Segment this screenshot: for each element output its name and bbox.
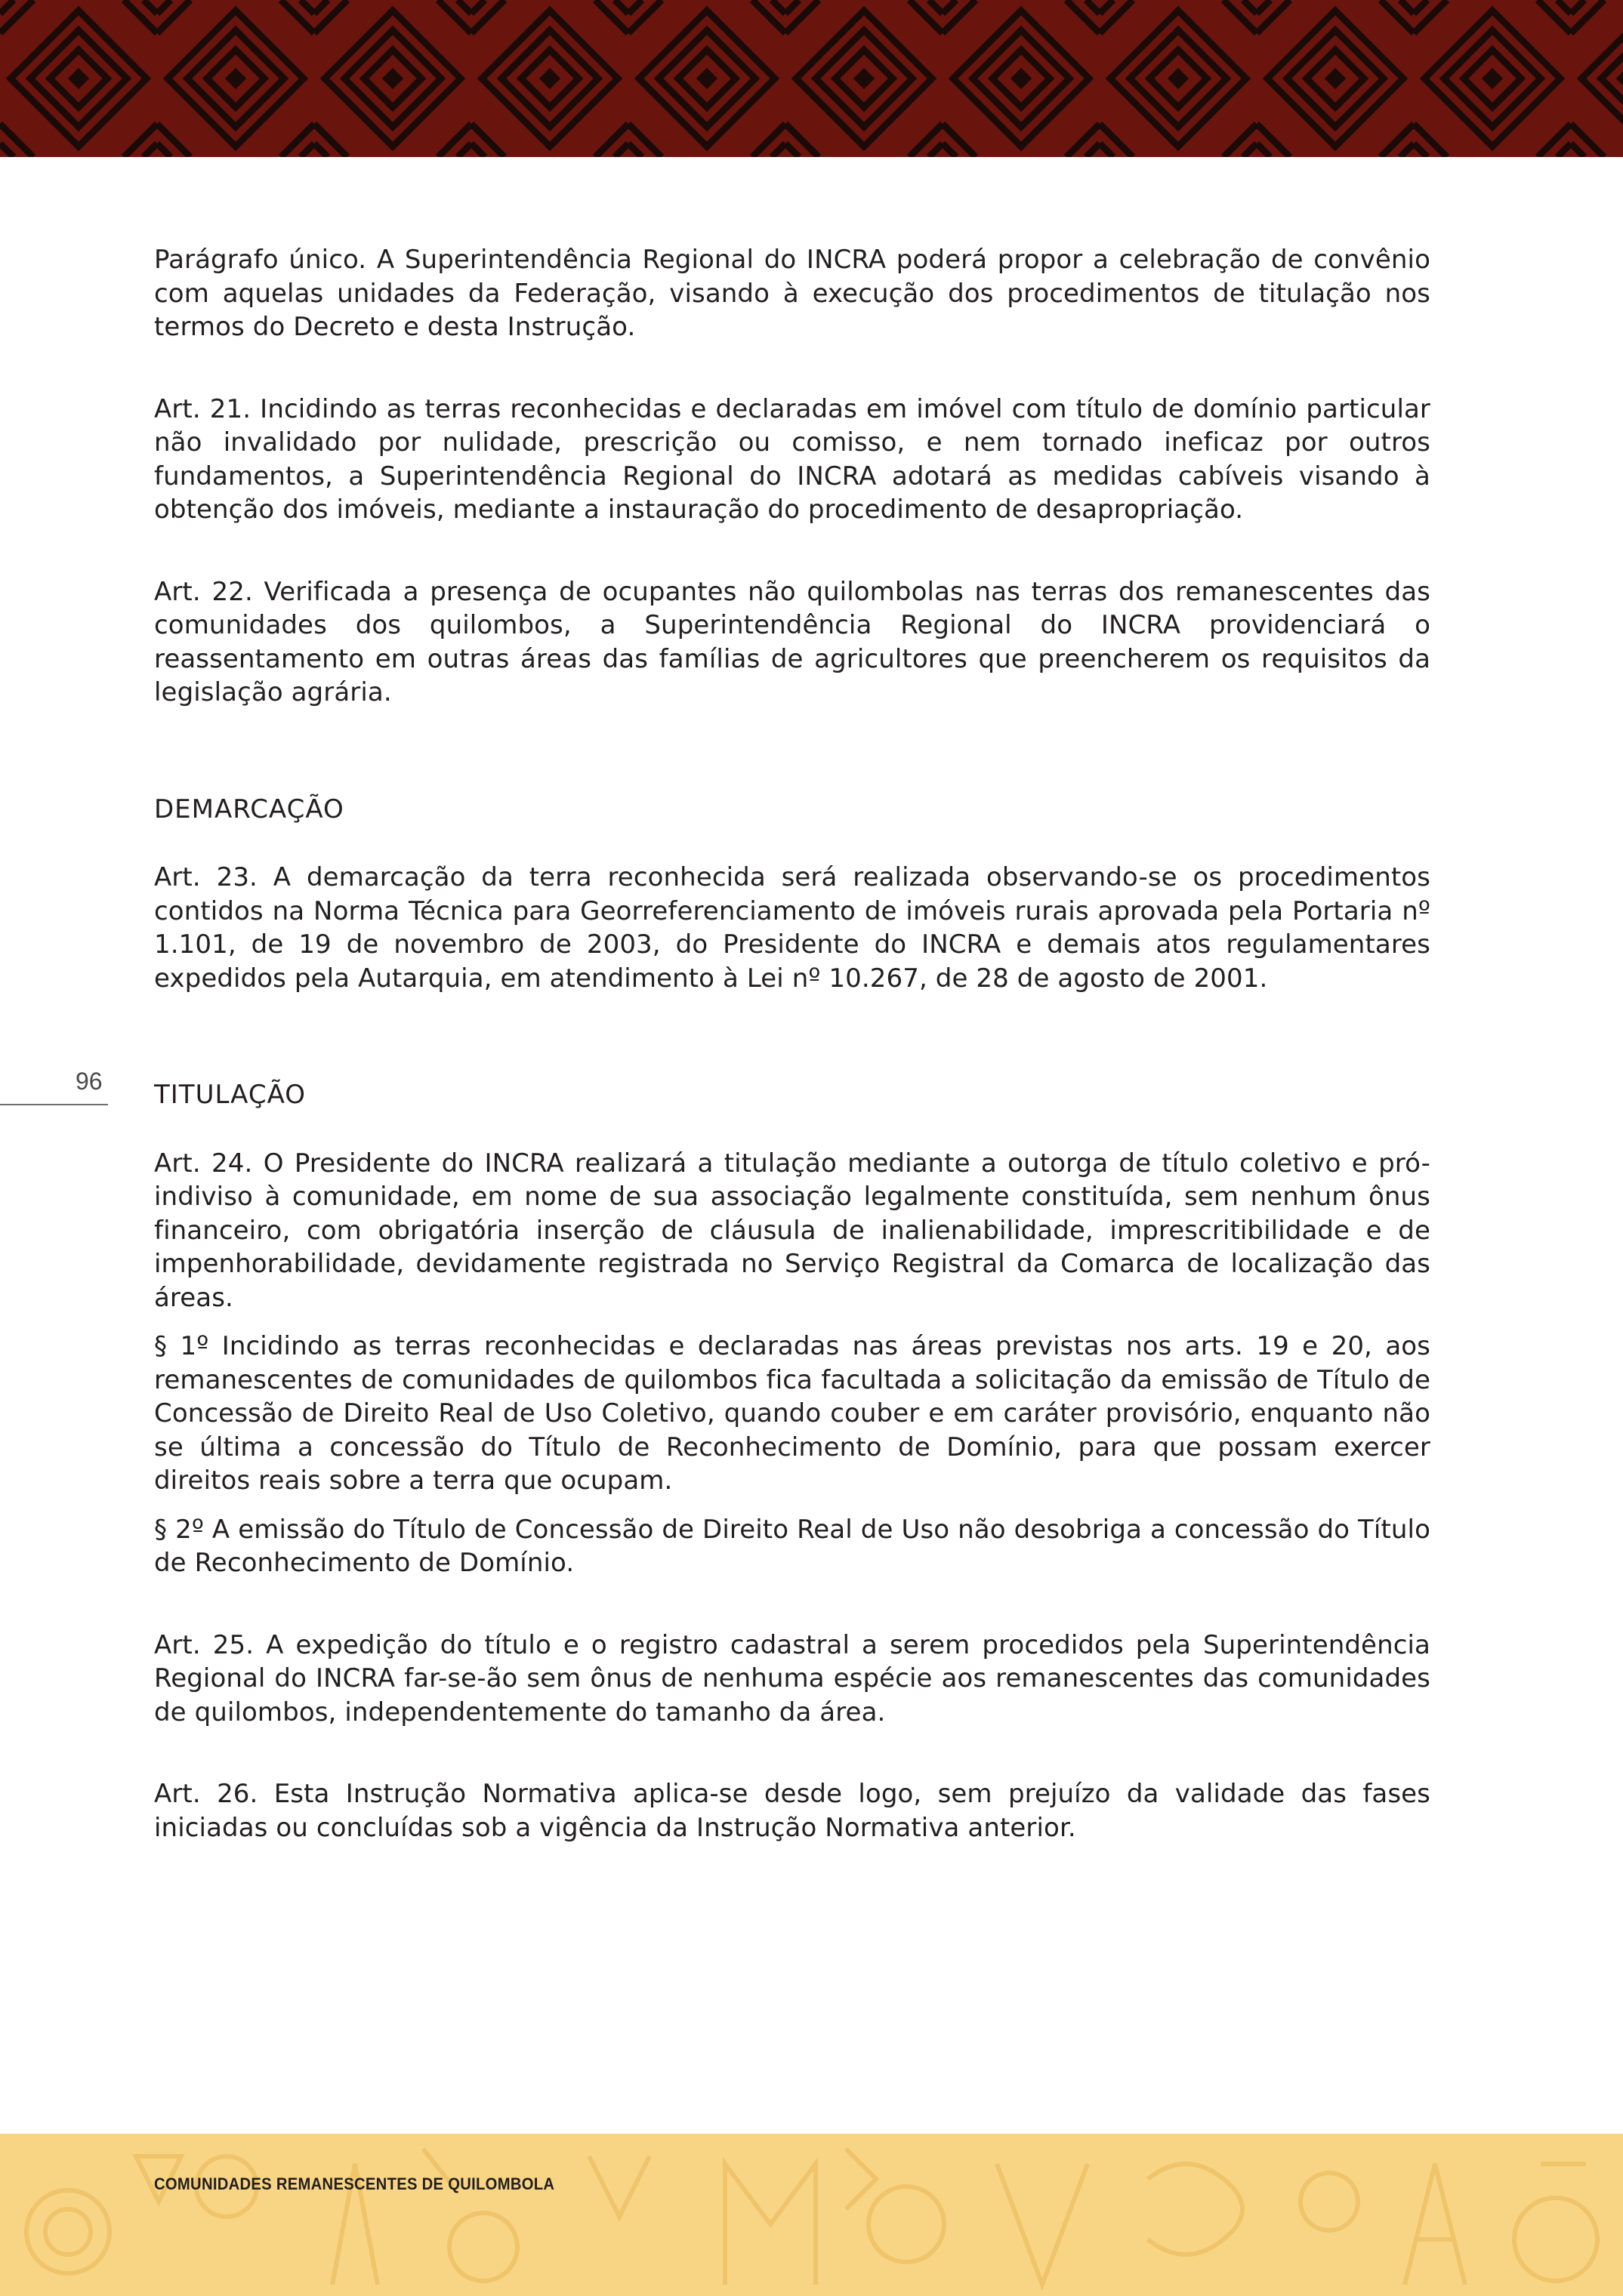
document-body (154, 243, 1430, 1845)
article-24: Art. 24. O Presidente do INCRA realizará a titulação mediante a outorga de título coletivo e pró-indiviso à comunidade, em nome de sua associação legalmente constituída, sem nenhum ônus financeiro, com obrigatória inserção de cláusula de inalienabilidade, imprescritibilidade e de impenhorabilidade, devidamente registrada no Serviço Registral da Comarca de localização das áreas. (154, 1148, 1430, 1313)
article-21: Art. 21. Incidindo as terras reconhecidas e declaradas em imóvel com título de domínio particular não invalidado por nulidade, prescrição ou comisso, e nem tornado ineficaz por outros fundamentos, a Superintendência Regional do INCRA adotará as medidas cabíveis visando à obtenção dos imóveis, mediante a instauração do procedimento de desapropriação. (154, 393, 1430, 525)
article-22: Art. 22. Verificada a presença de ocupantes não quilombolas nas terras dos remanescentes das comunidades dos quilombos, a Superintendência Regional do INCRA providenciará o reassentamento em outras áreas das famílias de agricultores que preencherem os requisitos da legislação agrária. (154, 576, 1430, 707)
footer-pattern (0, 2134, 1623, 2296)
page-number-rule (0, 1104, 108, 1105)
article-24-paragraph-1: § 1º Incidindo as terras reconhecidas e declaradas nas áreas previstas nos arts. 19 e 20, aos remanescentes de comunidades de quilombos fica facultada a solicitação da emissão de Título de Concessão de Direito Real de Uso Coletivo, quando couber e em caráter provisório, enquanto não se última a concessão do Título de Reconhecimento de Domínio, para que possam exercer direitos reais sobre a terra que ocupam. (154, 1331, 1430, 1496)
heading-demarcacao: DEMARCAÇÃO (154, 794, 344, 824)
heading-titulacao: TITULAÇÃO (154, 1080, 306, 1110)
footer-decorative-band (0, 2134, 1623, 2296)
footer-publication-title: COMUNIDADES REMANESCENTES DE QUILOMBOLA (154, 2174, 555, 2193)
banner-pattern (0, 0, 1623, 157)
top-decorative-banner (0, 0, 1623, 157)
paragrafo-unico: Parágrafo único. A Superintendência Regional do INCRA poderá propor a celebração de convênio com aquelas unidades da Federação, visando à execução dos procedimentos de titulação nos termos do Decreto e desta Instrução. (154, 245, 1430, 342)
page-number: 96 (76, 1068, 103, 1095)
article-25: Art. 25. A expedição do título e o registro cadastral a serem procedidos pela Superintendência Regional do INCRA far-se-ão sem ônus de nenhuma espécie aos remanescentes das comunidades de quilombos, independentemente do tamanho da área. (154, 1629, 1430, 1727)
article-26: Art. 26. Esta Instrução Normativa aplica-se desde logo, sem prejuízo da validade das fases iniciadas ou concluídas sob a vigência da Instrução Normativa anterior. (154, 1779, 1430, 1843)
article-24-paragraph-2: § 2º A emissão do Título de Concessão de Direito Real de Uso não desobriga a concessão do Título de Reconhecimento de Domínio. (154, 1514, 1430, 1578)
article-23: Art. 23. A demarcação da terra reconhecida será realizada observando-se os procedimentos contidos na Norma Técnica para Georreferenciamento de imóveis rurais aprovada pela Portaria nº 1.101, de 19 de novembro de 2003, do Presidente do INCRA e demais atos regulamentares expedidos pela Autarquia, em atendimento à Lei nº 10.267, de 28 de agosto de 2001. (154, 862, 1430, 994)
